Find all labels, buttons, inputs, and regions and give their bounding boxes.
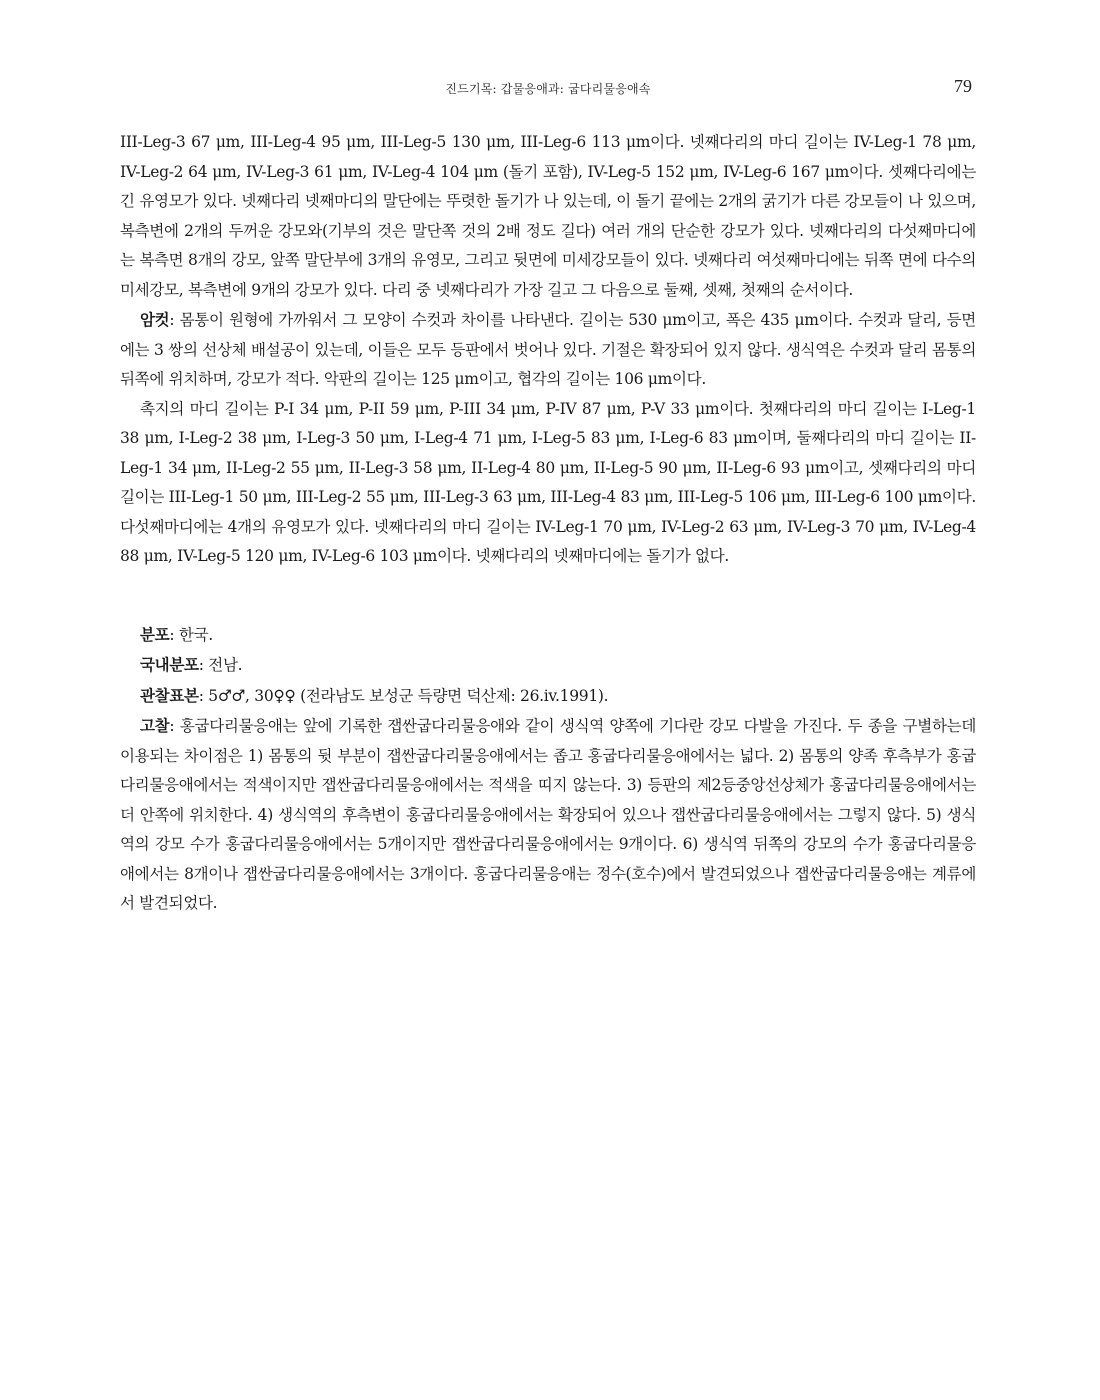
document-page [120, 0, 976, 1400]
female-measurements-paragraph: 촉지의 마디 길이는 P-I 34 μm, P-II 59 μm, P-III 34 μm, P-IV 87 μm, P-V 33 μm이다. 첫째다리의 마디 길이는 I-Leg-1 38 μm, I-Leg-2 38 μm, I-Leg-3 50 μm, I-Leg-4 71 μm, I-Leg-5 83 μm, I-Leg-6 83 μm이며, 둘째다리의 마디 길이는 II-Leg-1 34 μm, II-Leg-2 55 μm, II-Leg-3 58 μm, II-Leg-4 80 μm, II-Leg-5 90 μm, II-Leg-6 93 μm이고, 셋째다리의 마디 길이는 III-Leg-1 50 μm, III-Leg-2 55 μm, III-Leg-3 63 μm, III-Leg-4 83 μm, III-Leg-5 106 μm, III-Leg-6 100 μm이다. 다섯째마디에는 4개의 유영모가 있다. 넷째다리의 마디 길이는 IV-Leg-1 70 μm, IV-Leg-2 63 μm, IV-Leg-3 70 μm, IV-Leg-4 88 μm, IV-Leg-5 120 μm, IV-Leg-6 103 μm이다. 넷째다리의 넷째마디에는 돌기가 없다. [120, 399, 976, 565]
specimens-text: 5♂♂, 30♀♀ (전라남도 보성군 득량면 덕산제: 26.iv.1991). [208, 686, 609, 705]
domestic-distribution-text: 전남. [208, 656, 243, 674]
remarks-text: 홍굽다리물응애는 앞에 기록한 잽싼굽다리물응애와 같이 생식역 양쪽에 기다란 강모 다발을 가진다. 두 종을 구별하는데 이용되는 차이점은 1) 몸통의 뒷 부분이 잽싼굽다리물응애에서는 좁고 홍굽다리물응애에서는 넓다. 2) 몸통의 양족 후측부가 홍굽다리물응애에서는 적색이지만 잽싼굽다리물응애에서는 적색을 띠지 않는다. 3) 등판의 제2등중앙선상체가 홍굽다리물응애에서는 더 안쪽에 위치한다. 4) 생식역의 후측변이 홍굽다리물응애에서는 확장되어 있으나 잽싼굽다리물응애에서는 그렇지 않다. 5) 생식역의 강모 수가 홍굽다리물응애에서는 5개이지만 잽싼굽다리물응애에서는 9개이다. 6) 생식역 뒤쪽의 강모의 수가 홍굽다리물응애에서는 8개이나 잽싼굽다리물응애에서는 3개이다. 홍굽다리물응애는 정수(호수)에서 발견되었으나 잽싼굽다리물응애는 계류에서 발견되었다. [120, 717, 976, 912]
specimens-paragraph: 관찰표본: 5♂♂, 30♀♀ (전라남도 보성군 득량면 덕산제: 26.iv.1991). [140, 685, 609, 705]
female-description-text: 몸통이 원형에 가까워서 그 모양이 수컷과 차이를 나타낸다. 길이는 530 μm이고, 폭은 435 μm이다. 수컷과 달리, 등면에는 3 쌍의 선상체 배설공이 있는데, 이들은 모두 등판에서 벗어나 있다. 기절은 확장되어 있지 않다. 생식역은 수컷과 달리 몸통의 뒤쪽에 위치하며, 강모가 적다. 악판의 길이는 125 μm이고, 협각의 길이는 106 μm이다. [120, 311, 976, 388]
distribution-paragraph: 분포: 한국. [140, 624, 213, 644]
domestic-distribution-paragraph: 국내분포: 전남. [140, 655, 243, 674]
remarks-heading: 고찰 [140, 716, 170, 735]
female-heading: 암컷 [140, 310, 170, 329]
page-number: 79 [954, 76, 972, 96]
female-description-paragraph: 암컷: 몸통이 원형에 가까워서 그 모양이 수컷과 차이를 나타낸다. 길이는 530 μm이고, 폭은 435 μm이다. 수컷과 달리, 등면에는 3 쌍의 선상체 배설공이 있는데, 이들은 모두 등판에서 벗어나 있다. 기절은 확장되어 있지 않다. 생식역은 수컷과 달리 몸통의 뒤쪽에 위치하며, 강모가 적다. 악판의 길이는 125 μm이고, 협각의 길이는 106 μm이다. [120, 310, 976, 388]
distribution-text: 한국. [178, 625, 213, 644]
body-text [120, 128, 976, 919]
specimens-heading: 관찰표본 [140, 685, 199, 705]
domestic-distribution-heading: 국내분포 [140, 655, 199, 674]
section-gap [120, 572, 976, 620]
running-title: 진드기목: 갑물응애과: 굽다리물응애속 [445, 82, 651, 96]
male-description-continued: III-Leg-3 67 μm, III-Leg-4 95 μm, III-Leg-5 130 μm, III-Leg-6 113 μm이다. 넷째다리의 마디 길이는 IV-Leg-1 78 μm, IV-Leg-2 64 μm, IV-Leg-3 61 μm, IV-Leg-4 104 μm (돌기 포함), IV-Leg-5 152 μm, IV-Leg-6 167 μm이다. 셋째다리에는 긴 유영모가 있다. 넷째다리 넷째마디의 말단에는 뚜렷한 돌기가 나 있는데, 이 돌기 끝에는 2개의 굵기가 다른 강모들이 나 있으며, 복측변에 2개의 두꺼운 강모와(기부의 것은 말단쪽 것의 2배 정도 길다) 여러 개의 단순한 강모가 있다. 넷째다리의 다섯째마디에는 복측면 8개의 강모, 앞쪽 말단부에 3개의 유영모, 그리고 뒷면에 미세강모들이 있다. 넷째다리 여섯째마디에는 뒤쪽 면에 다수의 미세강모, 복측변에 9개의 강모가 있다. 다리 중 넷째다리가 가장 길고 그 다음으로 둘째, 셋째, 첫째의 순서이다. [120, 133, 976, 299]
running-header [120, 76, 976, 100]
remarks-paragraph: 고찰: 홍굽다리물응애는 앞에 기록한 잽싼굽다리물응애와 같이 생식역 양쪽에 기다란 강모 다발을 가진다. 두 종을 구별하는데 이용되는 차이점은 1) 몸통의 뒷 부분이 잽싼굽다리물응애에서는 좁고 홍굽다리물응애에서는 넓다. 2) 몸통의 양족 후측부가 홍굽다리물응애에서는 적색이지만 잽싼굽다리물응애에서는 적색을 띠지 않는다. 3) 등판의 제2등중앙선상체가 홍굽다리물응애에서는 더 안쪽에 위치한다. 4) 생식역의 후측변이 홍굽다리물응애에서는 확장되어 있으나 잽싼굽다리물응애에서는 그렇지 않다. 5) 생식역의 강모 수가 홍굽다리물응애에서는 5개이지만 잽싼굽다리물응애에서는 9개이다. 6) 생식역 뒤쪽의 강모의 수가 홍굽다리물응애에서는 8개이나 잽싼굽다리물응애에서는 3개이다. 홍굽다리물응애는 정수(호수)에서 발견되었으나 잽싼굽다리물응애는 계류에서 발견되었다. [120, 716, 976, 912]
distribution-heading: 분포 [140, 624, 170, 644]
